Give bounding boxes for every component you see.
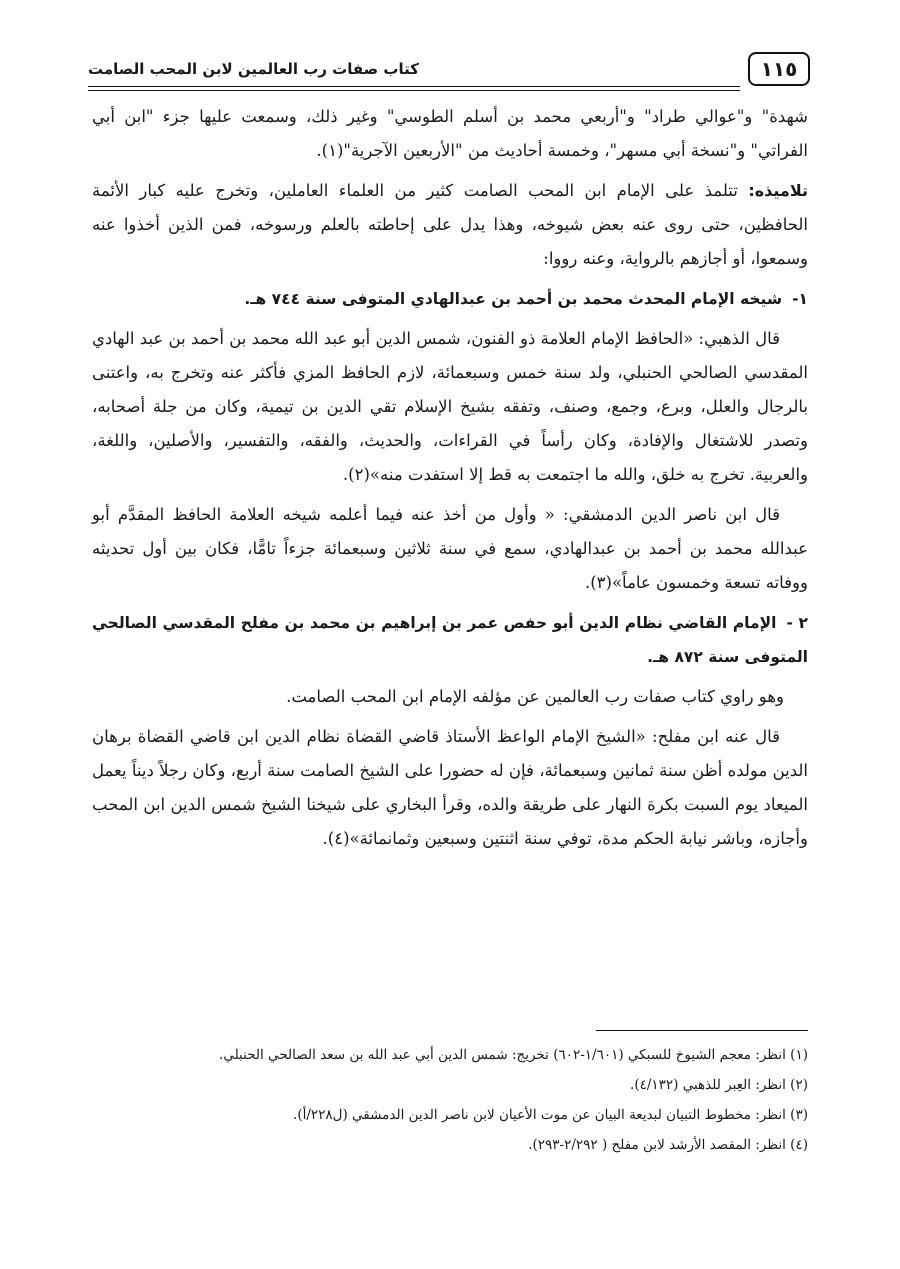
page-number: ١١٥ — [748, 52, 810, 86]
students-label: تلاميذه: — [748, 181, 808, 200]
heading-1 — [92, 282, 808, 316]
heading-2-number: ٢ - — [786, 614, 808, 632]
paragraph-5: قال عنه ابن مفلح: «الشيخ الإمام الواعظ الأستاذ قاضي القضاة نظام الدين ابن قاضي القضاة برهان الدين مولده أظن سنة ثمانين وسبعمائة، فإن له حضورا على الشيخ الصامت سنة أربع، وكان رجلاً ديناً يعمل الميعاد يوم السبت بكرة النهار على طريقة والده، وقرأ البخاري على شيخنا الشيخ شمس الدين ابن المحب وأجازه، وباشر نيابة الحكم مدة، توفي سنة اثنتين وسبعين وثمانمائة»(٤). — [92, 727, 808, 848]
page-header — [88, 48, 810, 92]
paragraph-2: قال الذهبي: «الحافظ الإمام العلامة ذو الفنون، شمس الدين أبو عبد الله محمد بن أحمد بن عبد الهادي المقدسي الصالحي الحنبلي، ولد سنة خمس وسبعمائة، لازم الحافظ المزي فأكثر عنه وتخرج به، واعتنى بالرجال والعلل، وبرع، وجمع، وصنف، وتفقه بشيخ الإسلام تقي الدين بن تيمية، وكان من جلة أصحابه، وتصدر للاشتغال والإفادة، وكان رأساً في القراءات، والحديث، والفقه، والتفسير، والأصلين، واللغة، والعربية. تخرج به خلق، والله ما اجتمعت به قط إلا استفدت منه»(٢). — [92, 329, 808, 484]
footnote-4: (٤) انظر: المقصد الأرشد لابن مفلح ( ٢/٢٩٢-٢٩٣). — [528, 1137, 808, 1153]
heading-2 — [92, 606, 808, 674]
footnote-3: (٣) انظر: مخطوط التبيان لبديعة البيان عن موت الأعيان لابن ناصر الدين الدمشقي (ل٢٢٨/أ). — [293, 1107, 808, 1123]
heading-2-text: الإمام القاضي نظام الدين أبو حفص عمر بن إبراهيم بن محمد بن مفلح المقدسي الصالحي المتوفى سنة ٨٧٢ هـ. — [92, 614, 808, 666]
footnote-2: (٢) انظر: العِبر للذهبي (٤/١٣٢). — [630, 1077, 808, 1093]
footnotes — [92, 1040, 808, 1160]
book-title: كتاب صفات رب العالمين لابن المحب الصامت — [88, 60, 419, 78]
paragraph-1: شهدة" و"عوالي طراد" و"أربعي محمد بن أسلم الطوسي" وغير ذلك، وسمعت عليها جزء "ابن أبي الفراتي" و"نسخة أبي مسهر"، وخمسة أحاديث من "الأربعين الآجرية"(١). — [92, 107, 808, 160]
header-rule — [88, 86, 740, 87]
main-text — [92, 100, 808, 862]
heading-1-text: شيخه الإمام المحدث محمد بن أحمد بن عبدالهادي المتوفى سنة ٧٤٤ هـ. — [244, 290, 783, 308]
students-paragraph — [92, 174, 808, 276]
students-text: تتلمذ على الإمام ابن المحب الصامت كثير من العلماء العاملين، وتخرج عليه كبار الأئمة الحافظين، حتى روى عنه بعض شيوخه، وهذا يدل على إحاطته بالعلم ورسوخه، فمن الذين أخذوا عنه وسمعوا، أو أجازهم بالرواية، وعنه رووا: — [92, 181, 808, 268]
paragraph-3: قال ابن ناصر الدين الدمشقي: « وأول من أخذ عنه فيما أعلمه شيخه العلامة الحافظ المقدَّم أبو عبدالله محمد بن أحمد بن عبدالهادي، سمع في سنة ثلاثين وسبعمائة جزءاً تامًّا، فكان بين أول تحديثه ووفاته تسعة وخمسون عاماً»(٣). — [92, 505, 808, 592]
paragraph-4: وهو راوي كتاب صفات رب العالمين عن مؤلفه الإمام ابن المحب الصامت. — [286, 687, 784, 706]
heading-1-number: ١- — [792, 290, 808, 308]
footnote-separator — [596, 1030, 808, 1031]
footnote-1: (١) انظر: معجم الشيوخ للسبكي (١/٦٠١-٦٠٢) تخريج: شمس الدين أبي عبد الله بن سعد الصالحي الحنبلي. — [219, 1047, 808, 1063]
header-rule-double — [88, 90, 740, 91]
